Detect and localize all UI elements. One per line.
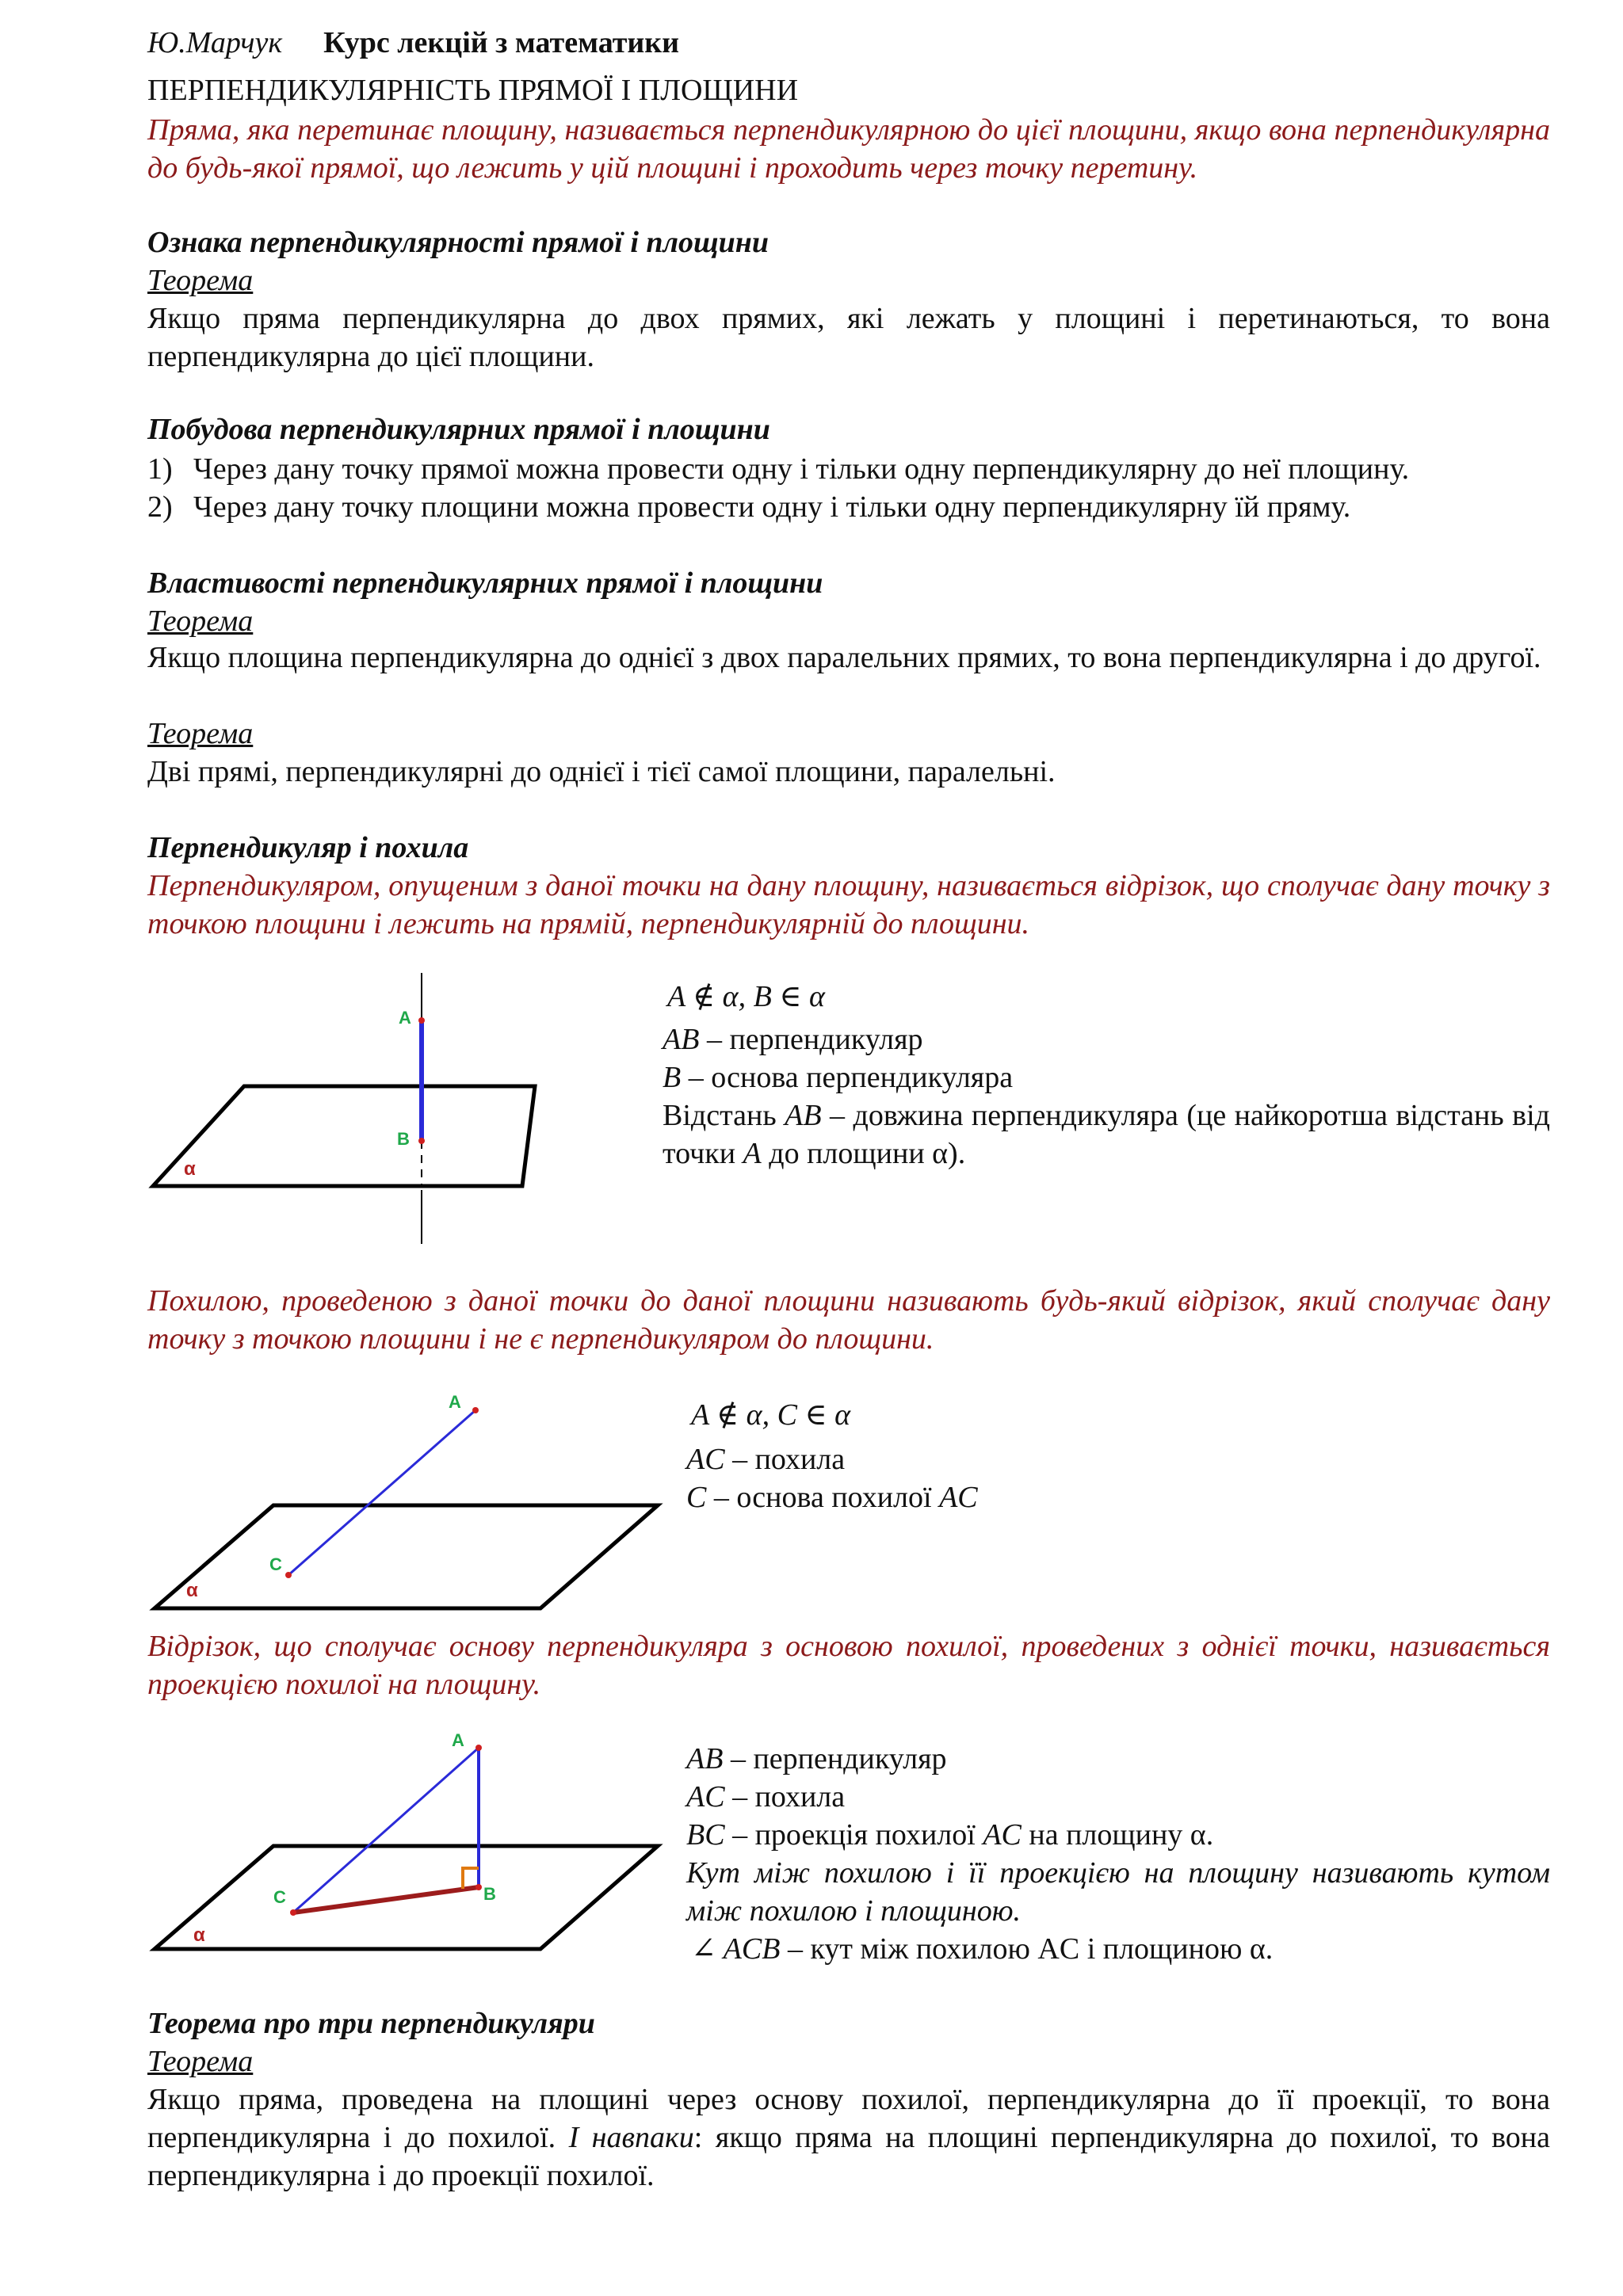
projection-line-3 <box>686 1816 1213 1854</box>
perpendicular-line-1 <box>663 1020 923 1058</box>
text: – довжина перпендикуляра (це найкоротша відстань від точки <box>663 1099 1550 1170</box>
intro-definition: Пряма, яка перетинає площину, називається перпендикулярною до цієї площини, якщо вона перпендикулярна до будь-якої прямої, що лежить у цій площині і проходить через точку перетину. <box>147 113 1550 185</box>
list-number: 1) <box>147 452 173 486</box>
oblique-figure <box>143 1386 682 1624</box>
text: – похила <box>724 1443 846 1476</box>
text: – похила <box>724 1780 846 1814</box>
perpendicular-notation: A ∉ α, B ∈ α <box>667 980 825 1013</box>
perpendicular-definition: Перпендикуляром, опущеним з даної точки на дану площину, називається відрізок, що сполучає дану точку з точкою площини і лежить на прямій, перпендикулярній до площини. <box>147 869 1550 940</box>
text: Відстань <box>663 1099 785 1132</box>
label-alpha: α <box>186 1580 198 1601</box>
projection-definition: Відрізок, що сполучає основу перпендикуляра з основою похилої, проведених з однієї точки, називається проекцією похилої на площину. <box>147 1630 1550 1701</box>
label-a: A <box>452 1730 464 1750</box>
text: : якщо пряма на площині перпендикулярна до похилої, то вона перпендикулярна і до проекції похилої. <box>147 2121 1550 2192</box>
projection-line-2 <box>686 1778 845 1816</box>
term: AB <box>785 1099 822 1132</box>
construction-heading: Побудова перпендикулярних прямої і площини <box>147 413 770 446</box>
label-alpha: α <box>184 1158 196 1180</box>
three-perp-theorem-text <box>147 2081 1550 2195</box>
point-c <box>290 1909 296 1916</box>
point-c <box>285 1572 292 1578</box>
label-b: B <box>483 1884 496 1904</box>
perpendicular-heading: Перпендикуляр і похила <box>147 831 469 864</box>
angle-definition: Кут між похилою і її проекцією на площину називають кутом між похилою і площиною. <box>686 1856 1550 1928</box>
segment-ac <box>288 1410 475 1575</box>
properties-theorem2-text: Дві прямі, перпендикулярні до однієї і тієї самої площини, паралельні. <box>147 755 1056 788</box>
term: AC <box>983 1818 1022 1852</box>
label-c: C <box>273 1887 286 1907</box>
list-text: Через дану точку прямої можна провести одну і тільки одну перпендикулярну до неї площину. <box>193 452 1410 486</box>
text: до площини α). <box>761 1137 966 1170</box>
label-c: C <box>269 1554 282 1574</box>
label-b: B <box>397 1129 410 1149</box>
author: Ю.Марчук <box>147 26 283 59</box>
sign-heading: Ознака перпендикулярності прямої і площини <box>147 226 769 259</box>
plane-alpha <box>155 1505 658 1608</box>
list-text: Через дану точку площини можна провести одну і тільки одну перпендикулярну їй пряму. <box>193 490 1351 524</box>
angle-line <box>691 1930 1273 1968</box>
oblique-definition: Похилою, проведеною з даної точки до даної площини називають будь-який відрізок, який сполучає дану точку з точкою площини і не є перпендикуляром до площини. <box>147 1284 1550 1356</box>
term: ∠ ACB <box>691 1932 781 1966</box>
term: B <box>663 1061 682 1094</box>
oblique-notation: A ∉ α, C ∈ α <box>691 1398 851 1432</box>
segment-bc <box>293 1887 479 1913</box>
label-a: A <box>449 1392 461 1412</box>
text: – перпендикуляр <box>699 1023 923 1056</box>
label-alpha: α <box>193 1924 205 1946</box>
perpendicular-figure <box>143 967 650 1252</box>
text: – проекція похилої <box>724 1818 983 1852</box>
term: BC <box>686 1818 725 1852</box>
text: – основа перпендикуляра <box>681 1061 1014 1094</box>
term: C <box>686 1481 707 1514</box>
text: – основа похилої <box>706 1481 940 1514</box>
list-number: 2) <box>147 490 173 524</box>
point-a <box>472 1407 479 1413</box>
point-b <box>418 1138 425 1144</box>
sign-theorem-text: Якщо пряма перпендикулярна до двох прямих, які лежать у площині і перетинаються, то вона перпендикулярна до цієї площини. <box>147 302 1550 373</box>
sign-theorem-label: Теорема <box>147 264 254 297</box>
text: на площину α. <box>1021 1818 1214 1852</box>
label-a: A <box>399 1008 411 1028</box>
conversely: І навпаки <box>568 2121 694 2154</box>
point-b <box>475 1884 482 1890</box>
course-title: Курс лекцій з математики <box>323 26 680 59</box>
term: AC <box>686 1780 725 1814</box>
text: Якщо пряма, проведена на площині через основу похилої, перпендикулярна до її проекції, то вона перпендикулярна і до похилої. <box>147 2083 1550 2154</box>
term: AC <box>939 1481 978 1514</box>
properties-theorem2-label: Теорема <box>147 717 254 750</box>
segment-ac <box>293 1748 479 1913</box>
three-perp-theorem-label: Теорема <box>147 2045 254 2078</box>
projection-figure <box>143 1719 682 1957</box>
construction-item-2 <box>147 488 1550 526</box>
text: – кут між похилою AC і площиною α. <box>780 1932 1274 1966</box>
page-title: ПЕРПЕНДИКУЛЯРНІСТЬ ПРЯМОЇ І ПЛОЩИНИ <box>147 74 799 107</box>
plane-alpha <box>153 1086 535 1186</box>
properties-theorem1-label: Теорема <box>147 605 254 638</box>
perpendicular-line-3 <box>663 1097 1550 1173</box>
term: AC <box>686 1443 725 1476</box>
term: A <box>743 1137 762 1170</box>
point-a <box>475 1745 482 1751</box>
construction-item-1 <box>147 450 1550 488</box>
text: – перпендикуляр <box>723 1742 947 1775</box>
oblique-line-2 <box>686 1478 978 1516</box>
three-perp-heading: Теорема про три перпендикуляри <box>147 2007 595 2040</box>
properties-heading: Властивості перпендикулярних прямої і площини <box>147 566 823 600</box>
point-a <box>418 1017 425 1024</box>
oblique-line-1 <box>686 1440 845 1478</box>
perpendicular-line-2 <box>663 1058 1013 1097</box>
term: AB <box>663 1023 700 1056</box>
header-line <box>147 24 1550 62</box>
term: AB <box>686 1742 724 1775</box>
properties-theorem1-text: Якщо площина перпендикулярна до однієї з двох паралельних прямих, то вона перпендикулярна і до другої. <box>147 641 1541 674</box>
projection-line-1 <box>686 1740 947 1778</box>
